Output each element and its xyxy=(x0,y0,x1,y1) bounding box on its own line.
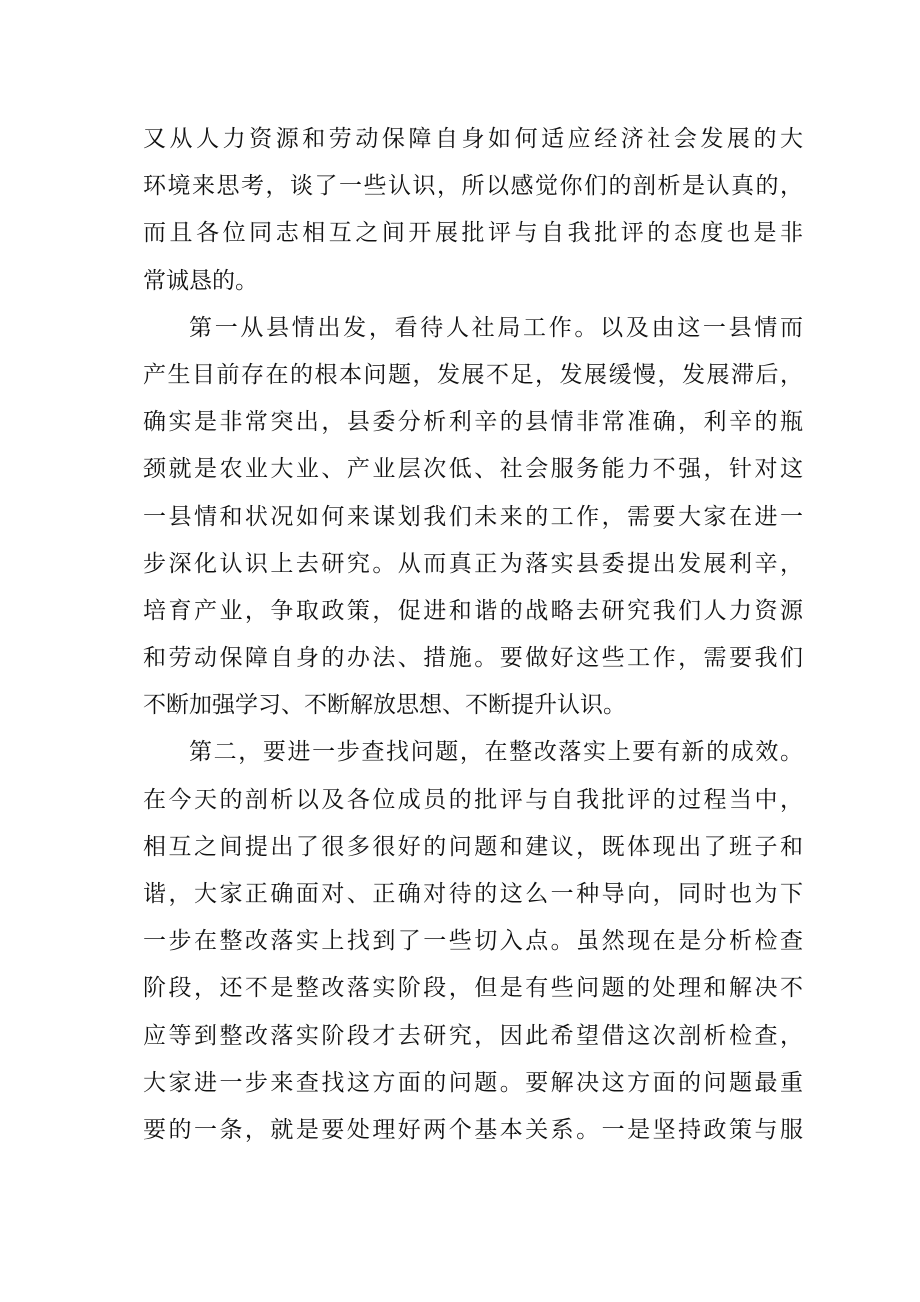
text-line: 谐，大家正确面对、正确对待的这么一种导向，同时也为下 xyxy=(143,881,803,907)
text-line: 阶段，还不是整改落实阶段，但是有些问题的处理和解决不 xyxy=(143,975,803,1002)
text-line: 环境来思考，谈了一些认识，所以感觉你们的剖析是认真的， xyxy=(143,173,803,200)
text-line: 不断加强学习、不断解放思想、不断提升认识。 xyxy=(143,692,626,719)
text-line: 步深化认识上去研究。从而真正为落实县委提出发展利辛， xyxy=(143,550,803,577)
text-line: 应等到整改落实阶段才去研究，因此希望借这次剖析检查， xyxy=(143,1022,803,1049)
text-line: 第二，要进一步查找问题，在整改落实上要有新的成效。 xyxy=(189,739,803,766)
paragraph-1 xyxy=(143,116,803,305)
document-body xyxy=(143,116,803,1154)
text-line: 颈就是农业大业、产业层次低、社会服务能力不强，针对这 xyxy=(143,456,803,483)
paragraph-3 xyxy=(143,729,803,1154)
text-line: 培育产业，争取政策，促进和谐的战略去研究我们人力资源 xyxy=(143,597,803,624)
text-line: 而且各位同志相互之间开展批评与自我批评的态度也是非 xyxy=(143,220,803,247)
text-line: 产生目前存在的根本问题，发展不足，发展缓慢，发展滞后， xyxy=(143,361,803,388)
text-line: 一县情和状况如何来谋划我们未来的工作，需要大家在进一 xyxy=(143,503,803,530)
text-line: 在今天的剖析以及各位成员的批评与自我批评的过程当中， xyxy=(143,786,803,813)
text-line: 大家进一步来查找这方面的问题。要解决这方面的问题最重 xyxy=(143,1069,803,1096)
text-line: 相互之间提出了很多很好的问题和建议，既体现出了班子和 xyxy=(143,833,803,860)
text-line: 第一从县情出发，看待人社局工作。以及由这一县情而 xyxy=(189,314,803,341)
text-line: 确实是非常突出，县委分析利辛的县情非常准确，利辛的瓶 xyxy=(143,409,803,436)
text-line: 要的一条，就是要处理好两个基本关系。一是坚持政策与服 xyxy=(143,1116,803,1143)
paragraph-2 xyxy=(143,305,803,730)
text-line: 和劳动保障自身的办法、措施。要做好这些工作，需要我们 xyxy=(143,645,803,672)
text-line: 常诚恳的。 xyxy=(143,267,258,294)
text-line: 又从人力资源和劳动保障自身如何适应经济社会发展的大 xyxy=(143,126,803,152)
text-line: 一步在整改落实上找到了一些切入点。虽然现在是分析检查 xyxy=(143,928,803,955)
